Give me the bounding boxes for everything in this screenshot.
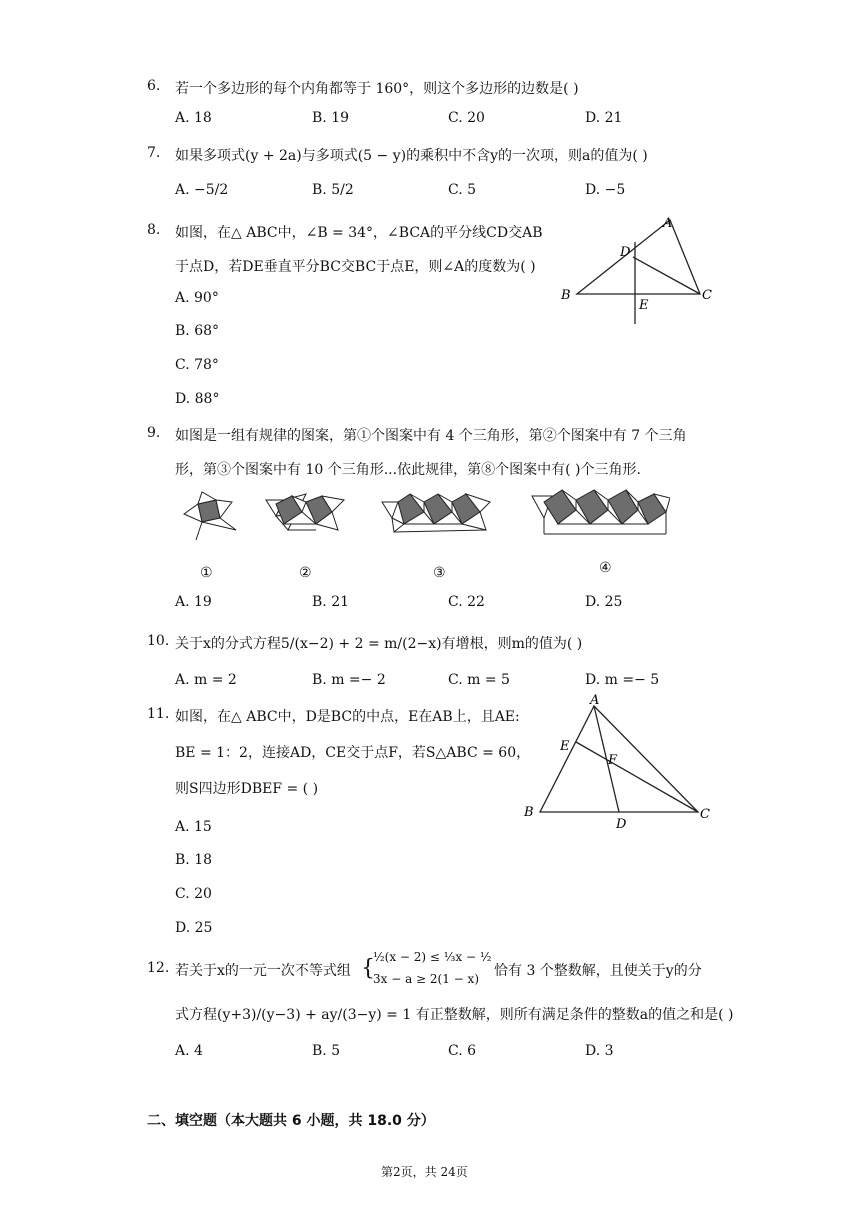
q12-option-c: C. 6 <box>448 1043 477 1059</box>
q6-option-a: A. 18 <box>175 110 212 126</box>
q6-option-d: D. 21 <box>585 110 623 126</box>
q7-stem: 如果多项式(y + 2a)与多项式(5 − y)的乘积中不含y的一次项，则a的值为( ) <box>175 148 648 164</box>
q11-number: 11. <box>147 706 170 722</box>
q8-label-c: C <box>702 288 712 303</box>
q6-number: 6. <box>147 78 161 94</box>
q9-pattern-label-2: ② <box>299 565 312 581</box>
q10-option-b: B. m =− 2 <box>312 672 386 688</box>
q10-option-c: C. m = 5 <box>448 672 510 688</box>
q9-pattern-1 <box>180 490 240 542</box>
q7-option-b: B. 5/2 <box>312 182 354 198</box>
q9-pattern-label-3: ③ <box>433 565 446 581</box>
q8-label-a: A <box>663 216 673 231</box>
q11-stem-line2: BE = 1：2，连接AD，CE交于点F，若S△ABC = 60， <box>175 745 531 761</box>
q11-label-d: D <box>616 817 627 832</box>
q8-label-e: E <box>639 298 649 313</box>
q12-option-b: B. 5 <box>312 1043 341 1059</box>
q10-stem: 关于x的分式方程5/(x−2) + 2 = m/(2−x)有增根，则m的值为( ) <box>175 636 583 652</box>
q12-option-a: A. 4 <box>175 1043 203 1059</box>
q11-stem-line1: 如图，在△ ABC中，D是BC的中点，E在AB上，且AE: <box>175 709 520 725</box>
q11-triangle-figure <box>520 692 720 832</box>
q9-pattern-label-4: ④ <box>599 560 612 576</box>
q6-option-b: B. 19 <box>312 110 350 126</box>
q11-label-e: E <box>560 739 570 754</box>
q7-option-a: A. −5/2 <box>175 182 229 198</box>
q11-label-f: F <box>608 753 618 768</box>
q8-triangle-figure <box>555 212 725 330</box>
q12-stem-line2: 式方程(y+3)/(y−3) + ay/(3−y) = 1 有正整数解，则所有满足条件的整数a的值之和是( ) <box>175 1007 734 1023</box>
q8-stem-line1: 如图，在△ ABC中，∠B = 34°，∠BCA的平分线CD交AB <box>175 225 543 241</box>
q9-option-a: A. 19 <box>175 594 212 610</box>
q9-option-d: D. 25 <box>585 594 623 610</box>
q9-pattern-label-1: ① <box>200 565 213 581</box>
q11-option-d: D. 25 <box>175 920 213 936</box>
q10-option-d: D. m =− 5 <box>585 672 660 688</box>
q9-pattern-4 <box>530 484 670 540</box>
q8-option-c: C. 78° <box>175 357 219 373</box>
q10-number: 10. <box>147 633 170 649</box>
q8-label-b: B <box>561 288 571 303</box>
q11-label-c: C <box>700 807 710 822</box>
q11-option-b: B. 18 <box>175 852 213 868</box>
page-footer: 第2页，共 24页 <box>381 1165 468 1179</box>
q12-brace: { <box>361 956 375 981</box>
q6-stem: 若一个多边形的每个内角都等于 160°，则这个多边形的边数是( ) <box>175 81 579 97</box>
q11-label-a: A <box>590 693 600 708</box>
q9-number: 9. <box>147 425 161 441</box>
q9-option-b: B. 21 <box>312 594 350 610</box>
q11-stem-line3: 则S四边形DBEF = ( ) <box>175 781 319 797</box>
q9-option-c: C. 22 <box>448 594 485 610</box>
q10-option-a: A. m = 2 <box>175 672 237 688</box>
q9-pattern-3 <box>380 490 494 540</box>
q8-option-b: B. 68° <box>175 323 220 339</box>
q7-number: 7. <box>147 145 161 161</box>
q11-label-b: B <box>524 805 534 820</box>
q7-option-d: D. −5 <box>585 182 626 198</box>
q8-label-d: D <box>620 245 631 260</box>
q9-stem-line1: 如图是一组有规律的图案，第①个图案中有 4 个三角形，第②个图案中有 7 个三角 <box>175 428 687 444</box>
q8-option-d: D. 88° <box>175 391 220 407</box>
q11-option-a: A. 15 <box>175 819 212 835</box>
q9-pattern-2 <box>262 490 348 540</box>
q6-option-c: C. 20 <box>448 110 485 126</box>
section-heading-fill-blank: 二、填空题（本大题共 6 小题，共 18.0 分） <box>147 1113 435 1129</box>
q8-option-a: A. 90° <box>175 290 219 306</box>
q12-stem-post: 恰有 3 个整数解，且使关于y的分 <box>494 963 702 979</box>
q9-stem-line2: 形，第③个图案中有 10 个三角形...依此规律，第⑧个图案中有( )个三角形. <box>175 462 641 478</box>
q12-inequality-1: ½(x − 2) ≤ ⅓x − ½ <box>373 950 492 964</box>
q11-option-c: C. 20 <box>175 886 212 902</box>
q8-stem-line2: 于点D，若DE垂直平分BC交BC于点E，则∠A的度数为( ) <box>175 259 536 275</box>
q12-number: 12. <box>147 960 170 976</box>
q7-option-c: C. 5 <box>448 182 477 198</box>
q8-number: 8. <box>147 222 161 238</box>
q12-option-d: D. 3 <box>585 1043 614 1059</box>
q12-inequality-2: 3x − a ≥ 2(1 − x) <box>373 972 480 986</box>
q12-stem-pre: 若关于x的一元一次不等式组 <box>175 963 351 979</box>
